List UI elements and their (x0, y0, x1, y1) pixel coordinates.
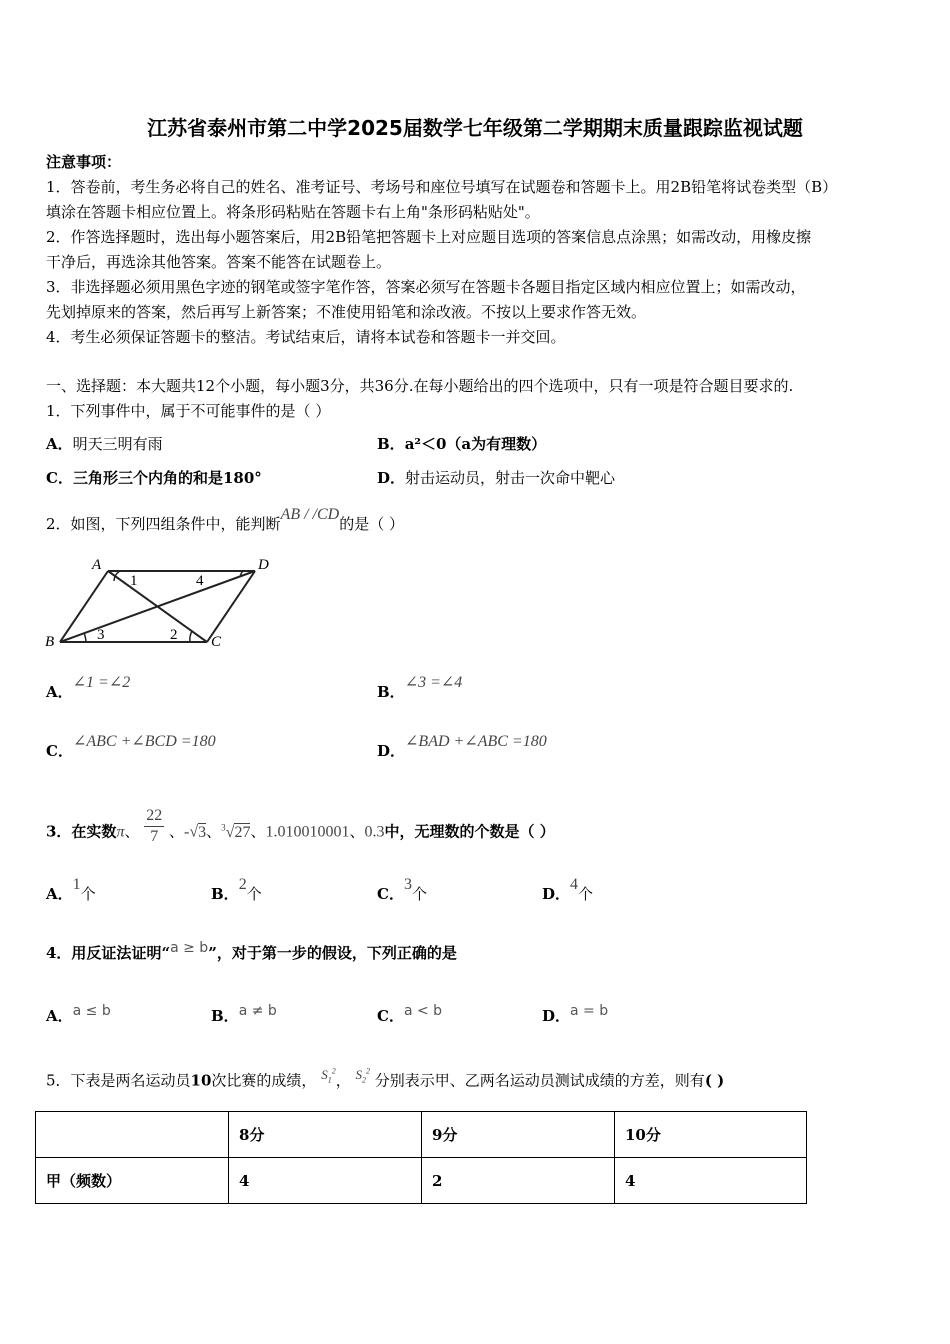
option-label: A． (46, 683, 73, 701)
decimal-number: 1.010010001 (265, 823, 350, 841)
option-label: D． (542, 1007, 571, 1025)
option-label: B． (377, 683, 405, 701)
notice-heading: 注意事项： (46, 153, 122, 171)
q3-option-c (377, 876, 427, 905)
radicand: 3 (198, 823, 207, 841)
stem-text: ”，对于第一步的假设，下列正确的是 (208, 944, 457, 962)
stem-text: 4．用反证法证明“ (46, 944, 171, 962)
notice-line: 填涂在答题卡相应位置上。将条形码粘贴在答题卡右上角"条形码粘贴处"。 (46, 203, 540, 221)
stem-text: 的是（ ） (339, 515, 404, 533)
notice-line: 先划掉原来的答案，然后再写上新答案；不准使用铅笔和涂改液。不按以上要求作答无效。 (46, 303, 647, 321)
q3-option-a (46, 876, 96, 905)
stem-text: 分别表示甲、乙两名运动员测试成绩的方差，则有 (374, 1071, 705, 1090)
root-index: 3 (221, 822, 226, 833)
option-math: 3 (403, 876, 412, 893)
notice-line: 3．非选择题必须用黑色字迹的钢笔或签字笔作答，答案必须写在答题卡各题目指定区域内相应位置上；如需改动， (46, 278, 806, 296)
table-cell: 9分 (422, 1112, 615, 1158)
superscript: 2 (331, 1067, 336, 1076)
option-text: 明天三明有雨 (72, 435, 163, 453)
question-1-stem: 1．下列事件中，属于不可能事件的是（ ） (46, 402, 331, 420)
stem-text: 中，无理数的个数是（ ） (384, 822, 555, 841)
option-text: 个 (246, 885, 262, 903)
denominator: 7 (150, 828, 159, 845)
table-row (36, 1158, 807, 1204)
notice-line: 1．答卷前，考生务必将自己的姓名、准考证号、考场号和座位号填写在试题卷和答题卡上。用2B铅笔将试卷类型（B） (46, 178, 838, 196)
stem-paren: ( ) (704, 1071, 725, 1090)
section-heading: 一、选择题：本大题共12个小题，每小题3分，共36分.在每小题给出的四个选项中，只有一项是符合题目要求的. (46, 377, 794, 395)
angle-label-4: 4 (196, 573, 204, 589)
numerator: 22 (144, 806, 164, 827)
fraction-22-7 (144, 806, 164, 847)
option-text: 射击运动员，射击一次命中靶心 (405, 469, 616, 487)
option-label: D． (542, 885, 571, 903)
stem-number: 10 (190, 1071, 212, 1090)
variance-s2 (355, 1067, 371, 1085)
q2-option-b (377, 674, 463, 703)
option-label: B． (211, 1007, 239, 1025)
angle-label-2: 2 (170, 627, 178, 643)
option-label: D． (377, 469, 406, 487)
angle-label-1: 1 (130, 573, 138, 589)
option-math: ∠BAD +∠ABC =180 (405, 733, 547, 750)
separator: 、 (206, 822, 222, 841)
option-label: C． (46, 742, 73, 760)
option-math: ∠3 =∠4 (404, 674, 463, 691)
stem-math: a ≥ b (170, 940, 209, 956)
q1-option-a (46, 434, 163, 454)
option-label: C． (46, 469, 73, 487)
option-label: B． (211, 885, 239, 903)
separator: 、 (250, 822, 266, 841)
table-cell: 甲（频数） (36, 1158, 229, 1204)
stem-text: 3．在实数 (46, 822, 117, 841)
option-label: A． (46, 885, 73, 903)
vertex-label-a: A (92, 557, 102, 573)
subscript: 1 (327, 1075, 332, 1085)
stem-math: AB / /CD (280, 506, 340, 523)
question-4-stem (46, 940, 457, 964)
subscript: 2 (362, 1075, 367, 1085)
page-title: 江苏省泰州市第二中学2025届数学七年级第二学期期末质量跟踪监视试题 (147, 116, 803, 140)
vertex-label-c: C (211, 634, 222, 650)
table-cell: 2 (422, 1158, 615, 1204)
q4-option-c (377, 1003, 443, 1027)
option-label: A． (46, 435, 73, 453)
option-text: 个 (578, 885, 594, 903)
q1-option-c (46, 468, 262, 488)
sqrt-symbol: √3 (189, 823, 207, 841)
question-5-stem (46, 1068, 724, 1097)
parallelogram-figure (40, 553, 280, 653)
q1-option-b (377, 434, 546, 454)
table-cell: 4 (229, 1158, 422, 1204)
symbol: S (355, 1067, 363, 1083)
q4-option-b (211, 1003, 277, 1027)
notice-line: 干净后，再选涂其他答案。答案不能答在试题卷上。 (46, 253, 392, 271)
question-3-stem (46, 807, 555, 853)
radicand: 27 (234, 823, 251, 841)
option-math: a = b (570, 1003, 609, 1019)
question-2-stem (46, 506, 404, 535)
option-math: a ≠ b (238, 1003, 277, 1019)
q4-option-a (46, 1003, 111, 1027)
notice-line: 4．考生必须保证答题卡的整洁。考试结束后，请将本试卷和答题卡一并交回。 (46, 328, 566, 346)
q3-option-d (542, 876, 594, 905)
separator: 、 (124, 822, 140, 841)
vertex-label-b: B (45, 634, 55, 650)
stem-text: 5．下表是两名运动员 (46, 1071, 191, 1090)
stem-math: π (116, 823, 125, 841)
decimal-number: 0.3 (364, 823, 385, 841)
option-math: 1 (72, 876, 81, 893)
option-math: ∠ABC +∠BCD =180 (72, 733, 216, 750)
score-table (35, 1111, 807, 1204)
option-label: D． (377, 742, 406, 760)
stem-text: 次比赛的成绩， (211, 1071, 317, 1090)
cube-root-symbol: $^3$√27 (221, 822, 251, 841)
option-math: a ≤ b (72, 1003, 111, 1019)
table-cell: 8分 (229, 1112, 422, 1158)
option-math: 4 (570, 876, 579, 893)
option-label: C． (377, 885, 404, 903)
stem-text: 2．如图，下列四组条件中，能判断 (46, 515, 281, 533)
option-label: B． (377, 435, 405, 453)
table-cell: 4 (615, 1158, 807, 1204)
separator: 、 (349, 822, 365, 841)
vertex-label-d: D (258, 557, 269, 573)
table-cell: 10分 (615, 1112, 807, 1158)
minus-sign: - (184, 823, 190, 841)
q2-option-a (46, 674, 131, 703)
separator: 、 (169, 822, 185, 841)
notice-line: 2．作答选择题时，选出每小题答案后，用2B铅笔把答题卡上对应题目选项的答案信息点涂黑；如需改动，用橡皮擦 (46, 228, 812, 246)
option-text: a²＜0（a为有理数） (404, 435, 547, 453)
option-label: C． (377, 1007, 404, 1025)
superscript: 2 (366, 1067, 371, 1076)
option-math: ∠1 =∠2 (72, 674, 131, 691)
option-text: 个 (80, 885, 96, 903)
option-math: 2 (238, 876, 247, 893)
q1-option-d (377, 468, 615, 488)
q2-option-d (377, 733, 547, 762)
variance-s1 (321, 1067, 336, 1085)
table-cell (36, 1112, 229, 1158)
q3-option-b (211, 876, 262, 905)
separator: ， (335, 1071, 351, 1090)
option-text: 个 (411, 885, 427, 903)
option-text: 三角形三个内角的和是180° (72, 469, 262, 487)
q2-option-c (46, 733, 216, 762)
symbol: S (321, 1067, 328, 1083)
angle-label-3: 3 (97, 627, 105, 643)
table-header-row (36, 1112, 807, 1158)
option-label: A． (46, 1007, 73, 1025)
option-math: a < b (403, 1003, 443, 1019)
q4-option-d (542, 1003, 609, 1027)
